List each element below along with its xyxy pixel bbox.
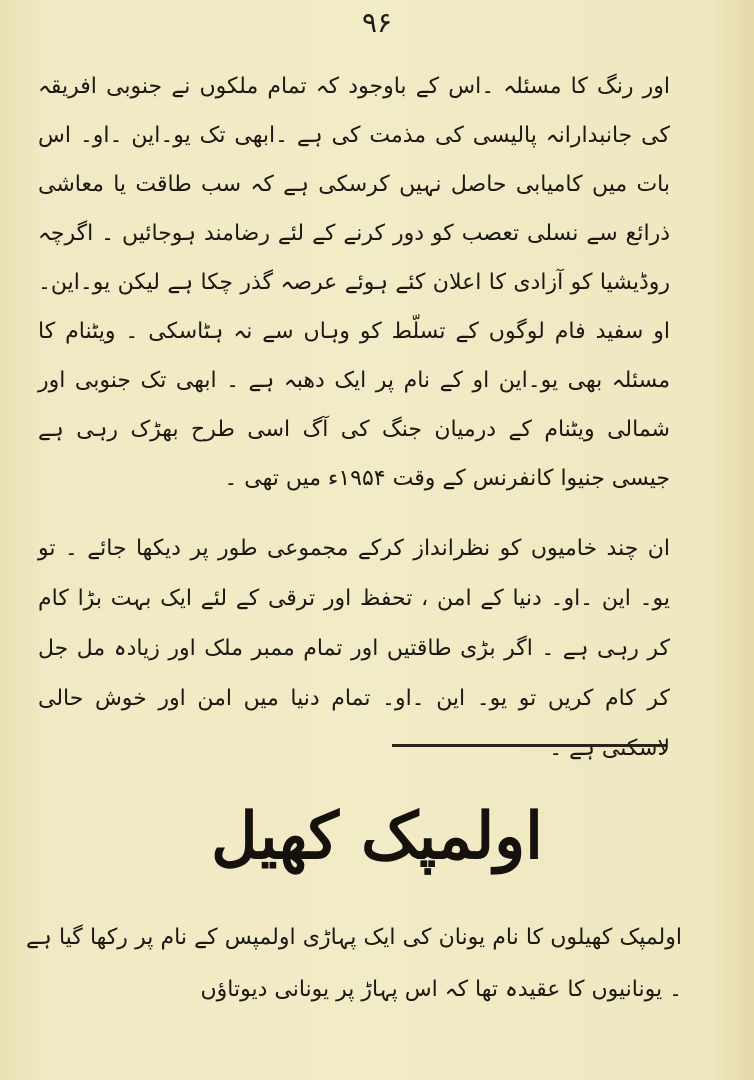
section-divider bbox=[392, 744, 666, 747]
paragraph-olympic-games: اولمپک کھیلوں کا نام یونان کی ایک پہاڑی اولمپس کے نام پر رکھا گیا ہے ۔ یونانیوں کا عقیدہ تھا کہ اس پہاڑ پر یونانی دیوتاؤں bbox=[26, 925, 682, 1002]
section-heading: اولمپک کھیل bbox=[211, 799, 543, 874]
page-number: ۹۶ bbox=[361, 6, 393, 39]
paragraph-un-racial-issues: اور رنگ کا مسئلہ ۔اس کے باوجود کہ تمام ملکوں نے جنوبی افریقہ کی جانبدارانہ پالیسی کی مذمت کی ہے ۔ابھی تک یو۔این ۔او۔ اس بات میں کامیابی حاصل نہیں کرسکی ہے کہ سب طاقت یا معاشی ذرائع سے نسلی تعصب کو دور کرنے کے لئے رضامند ہوجائیں ۔ اگرچہ روڈیشیا کو آزادی کا اعلان کئے ہوئے عرصہ گذر چکا ہے لیکن یو۔این۔او سفید فام لوگوں کے تسلّط کو وہاں سے نہ ہٹاسکی ۔ ویٹنام کا مسئلہ بھی یو۔این او کے نام پر ایک دھبہ ہے ۔ ابھی تک جنوبی اور شمالی ویٹنام کے درمیان جنگ کی آگ اسی طرح بھڑک رہی ہے جیسی جنیوا کانفرنس کے وقت ۱۹۵۴ء میں تھی ۔ bbox=[38, 74, 670, 491]
paragraph-un-summary: ان چند خامیوں کو نظرانداز کرکے مجموعی طور پر دیکھا جائے ۔ تو یو۔ این ۔او۔ دنیا کے امن ، تحفظ اور ترقی کے لئے ایک بہت بڑا کام کر رہی ہے ۔ اگر بڑی طاقتیں اور تمام ممبر ملک اور زیادہ مل جل کر کام کریں تو یو۔ این ۔او۔ تمام دنیا میں امن اور خوش حالی لاسکتی ہے ۔ bbox=[38, 536, 670, 761]
